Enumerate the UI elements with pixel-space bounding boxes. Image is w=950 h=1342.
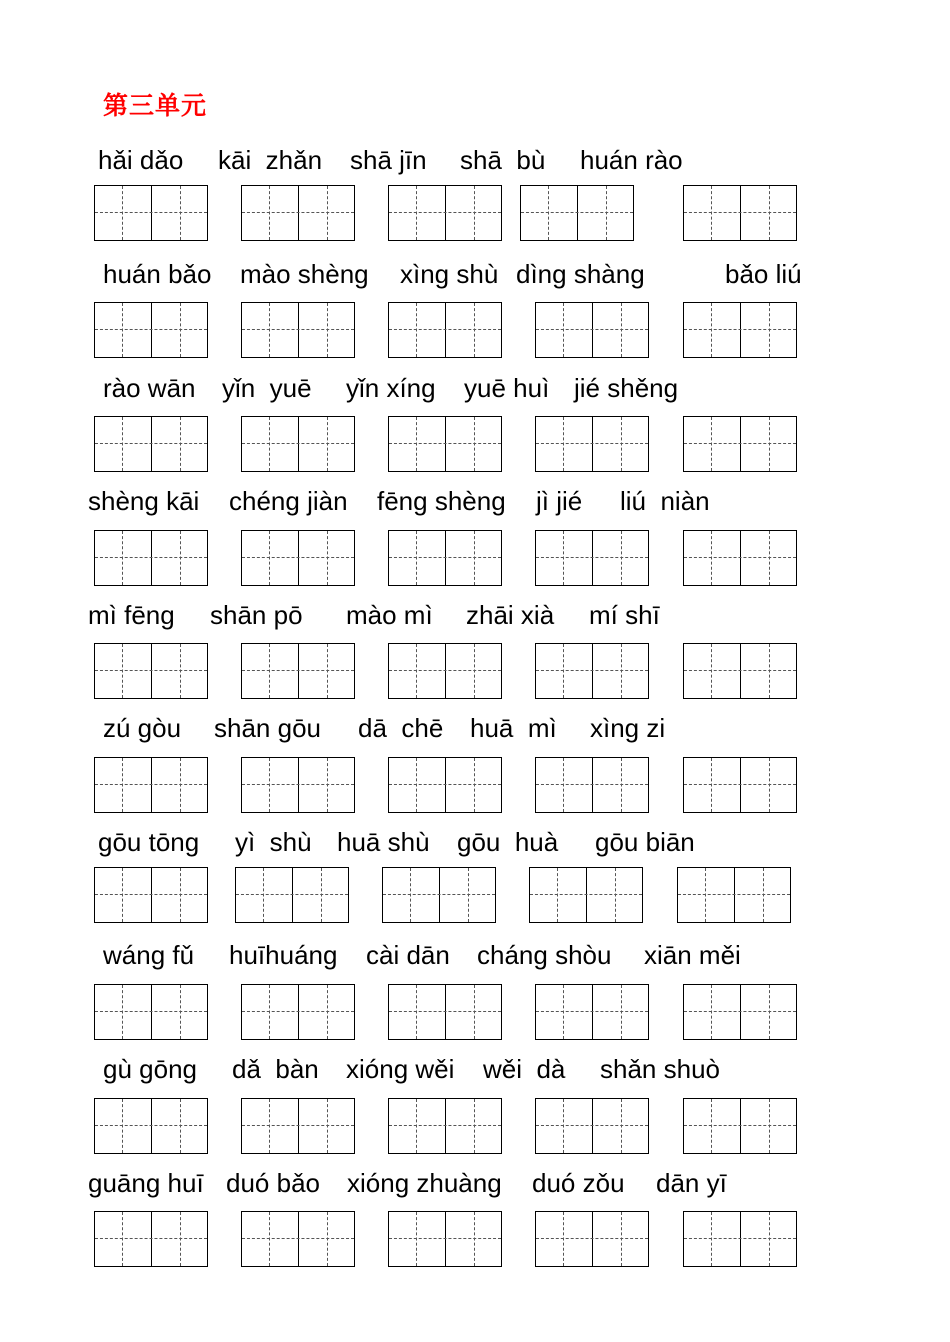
writing-grid-box[interactable] — [388, 984, 502, 1040]
grid-guide-line — [615, 868, 616, 922]
grid-guide-line — [180, 1099, 181, 1153]
grid-guide-line — [621, 417, 622, 471]
grid-guide-line — [474, 531, 475, 585]
grid-guide-line — [95, 329, 207, 330]
grid-guide-line — [521, 212, 633, 213]
writing-grid-box[interactable] — [241, 984, 355, 1040]
pinyin-word: gōu biān — [595, 827, 695, 857]
grid-guide-line — [242, 1238, 354, 1239]
grid-guide-line — [416, 1212, 417, 1266]
writing-grid-box[interactable] — [94, 302, 208, 358]
writing-grid-box[interactable] — [535, 416, 649, 472]
grid-guide-line — [536, 1011, 648, 1012]
writing-grid-box[interactable] — [529, 867, 643, 923]
grid-guide-line — [242, 329, 354, 330]
writing-grid-box[interactable] — [241, 757, 355, 813]
writing-grid-box[interactable] — [241, 1098, 355, 1154]
grid-guide-line — [242, 212, 354, 213]
grid-guide-line — [474, 186, 475, 240]
grid-guide-line — [536, 784, 648, 785]
grid-guide-line — [621, 303, 622, 357]
grid-guide-line — [711, 1212, 712, 1266]
writing-grid-box[interactable] — [683, 185, 797, 241]
pinyin-word: bǎo liú — [725, 259, 802, 289]
grid-guide-line — [389, 1125, 501, 1126]
writing-grid-box[interactable] — [520, 185, 634, 241]
grid-guide-line — [711, 644, 712, 698]
writing-grid-box[interactable] — [94, 984, 208, 1040]
pinyin-word: cháng shòu — [477, 940, 612, 970]
grid-guide-line — [389, 1238, 501, 1239]
grid-guide-line — [269, 417, 270, 471]
pinyin-word: rào wān — [103, 373, 196, 403]
grid-guide-line — [95, 1238, 207, 1239]
grid-guide-line — [474, 303, 475, 357]
grid-guide-line — [122, 644, 123, 698]
grid-guide-line — [769, 186, 770, 240]
grid-guide-line — [474, 1099, 475, 1153]
grid-guide-line — [410, 868, 411, 922]
grid-guide-line — [769, 758, 770, 812]
grid-guide-line — [269, 303, 270, 357]
writing-grid-box[interactable] — [94, 867, 208, 923]
writing-grid-box[interactable] — [241, 416, 355, 472]
pinyin-word: huán rào — [580, 145, 683, 175]
grid-guide-line — [180, 303, 181, 357]
pinyin-word: dìng shàng — [516, 259, 645, 289]
grid-guide-line — [327, 1099, 328, 1153]
writing-grid-box[interactable] — [683, 416, 797, 472]
pinyin-word: mì fēng — [88, 600, 175, 630]
grid-guide-line — [536, 1125, 648, 1126]
pinyin-word: huā mì — [470, 713, 557, 743]
writing-grid-box[interactable] — [388, 416, 502, 472]
grid-guide-line — [769, 985, 770, 1039]
grid-guide-line — [389, 784, 501, 785]
pinyin-word: duó zǒu — [532, 1168, 625, 1198]
writing-grid-box[interactable] — [535, 984, 649, 1040]
grid-guide-line — [242, 784, 354, 785]
grid-guide-line — [563, 417, 564, 471]
grid-guide-line — [180, 417, 181, 471]
grid-guide-line — [327, 644, 328, 698]
grid-guide-line — [327, 417, 328, 471]
pinyin-word: jié shěng — [574, 373, 679, 403]
grid-guide-line — [536, 670, 648, 671]
grid-guide-line — [242, 670, 354, 671]
grid-guide-line — [416, 985, 417, 1039]
grid-guide-line — [269, 1212, 270, 1266]
pinyin-word: shā bù — [460, 145, 546, 175]
writing-grid-box[interactable] — [388, 185, 502, 241]
pinyin-word: huīhuáng — [229, 940, 338, 970]
grid-guide-line — [621, 758, 622, 812]
writing-grid-box[interactable] — [683, 302, 797, 358]
pinyin-word: wáng fǔ — [103, 940, 195, 970]
grid-guide-line — [769, 417, 770, 471]
pinyin-word: shā jīn — [350, 145, 427, 175]
grid-guide-line — [563, 644, 564, 698]
grid-guide-line — [180, 531, 181, 585]
pinyin-word: xióng wěi — [346, 1054, 455, 1084]
grid-guide-line — [711, 1099, 712, 1153]
grid-guide-line — [389, 557, 501, 558]
writing-grid-box[interactable] — [94, 530, 208, 586]
pinyin-word: huán bǎo — [103, 259, 212, 289]
grid-guide-line — [95, 784, 207, 785]
grid-guide-line — [416, 303, 417, 357]
grid-guide-line — [242, 1125, 354, 1126]
pinyin-word: shān pō — [210, 600, 303, 630]
pinyin-word: xìng shù — [400, 259, 499, 289]
grid-guide-line — [269, 985, 270, 1039]
pinyin-word: xióng zhuàng — [347, 1168, 502, 1198]
grid-guide-line — [327, 985, 328, 1039]
grid-guide-line — [95, 443, 207, 444]
writing-grid-box[interactable] — [535, 757, 649, 813]
pinyin-word: mào shèng — [240, 259, 369, 289]
pinyin-word: yǐn yuē — [222, 373, 312, 403]
grid-guide-line — [180, 985, 181, 1039]
grid-guide-line — [563, 531, 564, 585]
writing-grid-box[interactable] — [94, 416, 208, 472]
grid-guide-line — [269, 186, 270, 240]
writing-grid-box[interactable] — [388, 1211, 502, 1267]
writing-grid-box[interactable] — [241, 643, 355, 699]
writing-grid-box[interactable] — [94, 1098, 208, 1154]
grid-guide-line — [180, 644, 181, 698]
pinyin-word: gōu tōng — [98, 827, 200, 857]
grid-guide-line — [95, 557, 207, 558]
grid-guide-line — [122, 758, 123, 812]
pinyin-word: xiān měi — [644, 940, 741, 970]
pinyin-word: yì shù — [235, 827, 312, 857]
grid-guide-line — [389, 670, 501, 671]
grid-guide-line — [536, 443, 648, 444]
grid-guide-line — [769, 644, 770, 698]
grid-guide-line — [705, 868, 706, 922]
writing-grid-box[interactable] — [683, 984, 797, 1040]
grid-guide-line — [763, 868, 764, 922]
grid-guide-line — [621, 1212, 622, 1266]
grid-guide-line — [180, 758, 181, 812]
grid-guide-line — [416, 758, 417, 812]
pinyin-word: duó bǎo — [226, 1168, 320, 1198]
grid-guide-line — [389, 329, 501, 330]
grid-guide-line — [122, 303, 123, 357]
writing-grid-box[interactable] — [535, 302, 649, 358]
grid-guide-line — [678, 894, 790, 895]
grid-guide-line — [563, 1212, 564, 1266]
grid-guide-line — [327, 758, 328, 812]
grid-guide-line — [95, 1125, 207, 1126]
writing-grid-box[interactable] — [535, 1098, 649, 1154]
grid-guide-line — [563, 303, 564, 357]
grid-guide-line — [95, 670, 207, 671]
grid-guide-line — [684, 1011, 796, 1012]
grid-guide-line — [122, 1212, 123, 1266]
grid-guide-line — [327, 186, 328, 240]
grid-guide-line — [530, 894, 642, 895]
pinyin-word: wěi dà — [483, 1054, 566, 1084]
grid-guide-line — [711, 417, 712, 471]
grid-guide-line — [269, 644, 270, 698]
grid-guide-line — [269, 758, 270, 812]
grid-guide-line — [621, 644, 622, 698]
grid-guide-line — [684, 329, 796, 330]
grid-guide-line — [711, 303, 712, 357]
writing-grid-box[interactable] — [683, 1098, 797, 1154]
grid-guide-line — [269, 531, 270, 585]
unit-title: 第三单元 — [103, 91, 208, 120]
grid-guide-line — [557, 868, 558, 922]
grid-guide-line — [263, 868, 264, 922]
grid-guide-line — [383, 894, 495, 895]
grid-guide-line — [711, 186, 712, 240]
grid-guide-line — [122, 417, 123, 471]
writing-grid-box[interactable] — [388, 530, 502, 586]
grid-guide-line — [563, 758, 564, 812]
pinyin-word: mào mì — [346, 600, 433, 630]
grid-guide-line — [474, 644, 475, 698]
grid-guide-line — [548, 186, 549, 240]
pinyin-word: guāng huī — [88, 1168, 204, 1198]
pinyin-word: zhāi xià — [466, 600, 555, 630]
grid-guide-line — [684, 443, 796, 444]
grid-guide-line — [389, 212, 501, 213]
grid-guide-line — [327, 531, 328, 585]
grid-guide-line — [684, 557, 796, 558]
grid-guide-line — [684, 784, 796, 785]
grid-guide-line — [474, 417, 475, 471]
grid-guide-line — [474, 1212, 475, 1266]
pinyin-word: kāi zhǎn — [218, 145, 323, 175]
grid-guide-line — [180, 868, 181, 922]
pinyin-word: shǎn shuò — [600, 1054, 720, 1084]
grid-guide-line — [122, 531, 123, 585]
grid-guide-line — [711, 531, 712, 585]
pinyin-word: xìng zi — [590, 713, 666, 743]
grid-guide-line — [711, 985, 712, 1039]
grid-guide-line — [122, 1099, 123, 1153]
grid-guide-line — [242, 443, 354, 444]
pinyin-word: gōu huà — [457, 827, 559, 857]
writing-grid-box[interactable] — [241, 530, 355, 586]
pinyin-word: fēng shèng — [377, 486, 506, 516]
grid-guide-line — [711, 758, 712, 812]
grid-guide-line — [684, 670, 796, 671]
grid-guide-line — [327, 303, 328, 357]
grid-guide-line — [474, 985, 475, 1039]
grid-guide-line — [327, 1212, 328, 1266]
grid-guide-line — [321, 868, 322, 922]
grid-guide-line — [606, 186, 607, 240]
grid-guide-line — [684, 212, 796, 213]
writing-grid-box[interactable] — [683, 1211, 797, 1267]
grid-guide-line — [684, 1238, 796, 1239]
pinyin-word: yǐn xíng — [346, 373, 436, 403]
writing-grid-box[interactable] — [94, 643, 208, 699]
grid-guide-line — [269, 1099, 270, 1153]
grid-guide-line — [769, 531, 770, 585]
grid-guide-line — [474, 758, 475, 812]
grid-guide-line — [769, 303, 770, 357]
pinyin-word: gù gōng — [103, 1054, 197, 1084]
grid-guide-line — [242, 1011, 354, 1012]
pinyin-word: yuē huì — [464, 373, 550, 403]
grid-guide-line — [95, 212, 207, 213]
grid-guide-line — [416, 186, 417, 240]
writing-grid-box[interactable] — [94, 1211, 208, 1267]
pinyin-word: jì jié — [536, 486, 583, 516]
grid-guide-line — [122, 868, 123, 922]
grid-guide-line — [389, 443, 501, 444]
grid-guide-line — [684, 1125, 796, 1126]
grid-guide-line — [621, 531, 622, 585]
grid-guide-line — [468, 868, 469, 922]
writing-grid-box[interactable] — [382, 867, 496, 923]
pinyin-word: huā shù — [337, 827, 430, 857]
writing-grid-box[interactable] — [94, 185, 208, 241]
grid-guide-line — [122, 186, 123, 240]
pinyin-word: dā chē — [358, 713, 444, 743]
pinyin-word: dǎ bàn — [232, 1054, 319, 1084]
writing-grid-box[interactable] — [535, 1211, 649, 1267]
grid-guide-line — [563, 985, 564, 1039]
writing-grid-box[interactable] — [388, 302, 502, 358]
writing-grid-box[interactable] — [535, 643, 649, 699]
writing-grid-box[interactable] — [241, 1211, 355, 1267]
pinyin-word: shān gōu — [214, 713, 321, 743]
grid-guide-line — [180, 186, 181, 240]
writing-grid-box[interactable] — [241, 302, 355, 358]
grid-guide-line — [536, 1238, 648, 1239]
grid-guide-line — [95, 894, 207, 895]
pinyin-word: mí shī — [589, 600, 660, 630]
grid-guide-line — [242, 557, 354, 558]
grid-guide-line — [416, 531, 417, 585]
grid-guide-line — [180, 1212, 181, 1266]
writing-grid-box[interactable] — [388, 757, 502, 813]
pinyin-word: chéng jiàn — [229, 486, 348, 516]
writing-grid-box[interactable] — [94, 757, 208, 813]
grid-guide-line — [769, 1212, 770, 1266]
grid-guide-line — [536, 329, 648, 330]
grid-guide-line — [236, 894, 348, 895]
pinyin-word: dān yī — [656, 1168, 727, 1198]
grid-guide-line — [416, 1099, 417, 1153]
writing-grid-box[interactable] — [388, 1098, 502, 1154]
grid-guide-line — [95, 1011, 207, 1012]
writing-grid-box[interactable] — [241, 185, 355, 241]
grid-guide-line — [122, 985, 123, 1039]
grid-guide-line — [769, 1099, 770, 1153]
grid-guide-line — [416, 644, 417, 698]
writing-grid-box[interactable] — [683, 757, 797, 813]
writing-grid-box[interactable] — [388, 643, 502, 699]
writing-grid-box[interactable] — [683, 530, 797, 586]
pinyin-word: zú gòu — [103, 713, 182, 743]
grid-guide-line — [563, 1099, 564, 1153]
pinyin-word: cài dān — [366, 940, 450, 970]
grid-guide-line — [416, 417, 417, 471]
pinyin-word: hǎi dǎo — [98, 145, 184, 175]
pinyin-word: shèng kāi — [88, 486, 200, 516]
writing-grid-box[interactable] — [535, 530, 649, 586]
writing-grid-box[interactable] — [683, 643, 797, 699]
grid-guide-line — [536, 557, 648, 558]
grid-guide-line — [621, 985, 622, 1039]
grid-guide-line — [389, 1011, 501, 1012]
writing-grid-box[interactable] — [235, 867, 349, 923]
pinyin-word: liú niàn — [620, 486, 710, 516]
writing-grid-box[interactable] — [677, 867, 791, 923]
grid-guide-line — [621, 1099, 622, 1153]
